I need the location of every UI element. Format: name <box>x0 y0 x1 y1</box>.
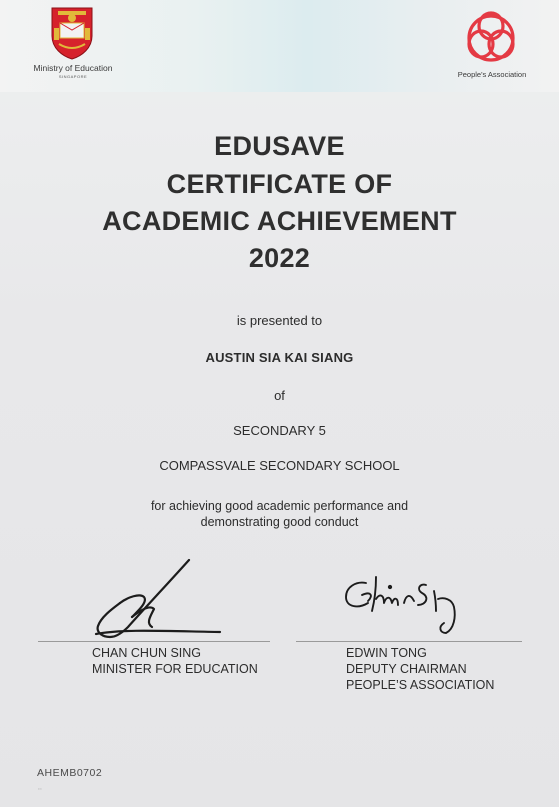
serial-number: AHEMB0702 <box>37 767 103 779</box>
school-name: COMPASSVALE SECONDARY SCHOOL <box>159 458 400 473</box>
pa-knot-icon <box>464 8 518 64</box>
moe-crest-icon <box>49 6 95 60</box>
print-code: ▫▫▫ <box>38 787 42 791</box>
right-signature <box>340 573 465 635</box>
pa-logo <box>452 8 532 84</box>
title-line-1: EDUSAVE <box>214 131 345 161</box>
pa-name: People's Association <box>457 70 527 79</box>
moe-subtitle: SINGAPORE <box>58 74 88 79</box>
left-signature <box>92 557 222 639</box>
left-signatory-name: CHAN CHUN SING <box>92 646 202 660</box>
title-year: 2022 <box>248 243 311 273</box>
moe-name: Ministry of Education <box>33 63 113 73</box>
left-signatory-title: MINISTER FOR EDUCATION <box>92 662 258 676</box>
presented-text: is presented to <box>236 313 323 328</box>
reason-line-2: demonstrating good conduct <box>200 515 359 529</box>
reason-line-1: for achieving good academic performance and <box>150 499 409 513</box>
title-line-2: CERTIFICATE OF <box>166 169 393 199</box>
title-line-3: ACADEMIC ACHIEVEMENT <box>102 206 457 236</box>
moe-logo <box>28 6 118 84</box>
class-level: SECONDARY 5 <box>233 423 326 438</box>
right-signature-line <box>296 641 522 642</box>
right-signatory-name: EDWIN TONG <box>346 646 427 660</box>
right-signatory-organisation: PEOPLE’S ASSOCIATION <box>346 678 495 692</box>
right-signatory-title: DEPUTY CHAIRMAN <box>346 662 467 676</box>
of-text: of <box>274 388 285 403</box>
left-signature-line <box>38 641 270 642</box>
recipient-name: AUSTIN SIA KAI SIANG <box>205 350 354 365</box>
